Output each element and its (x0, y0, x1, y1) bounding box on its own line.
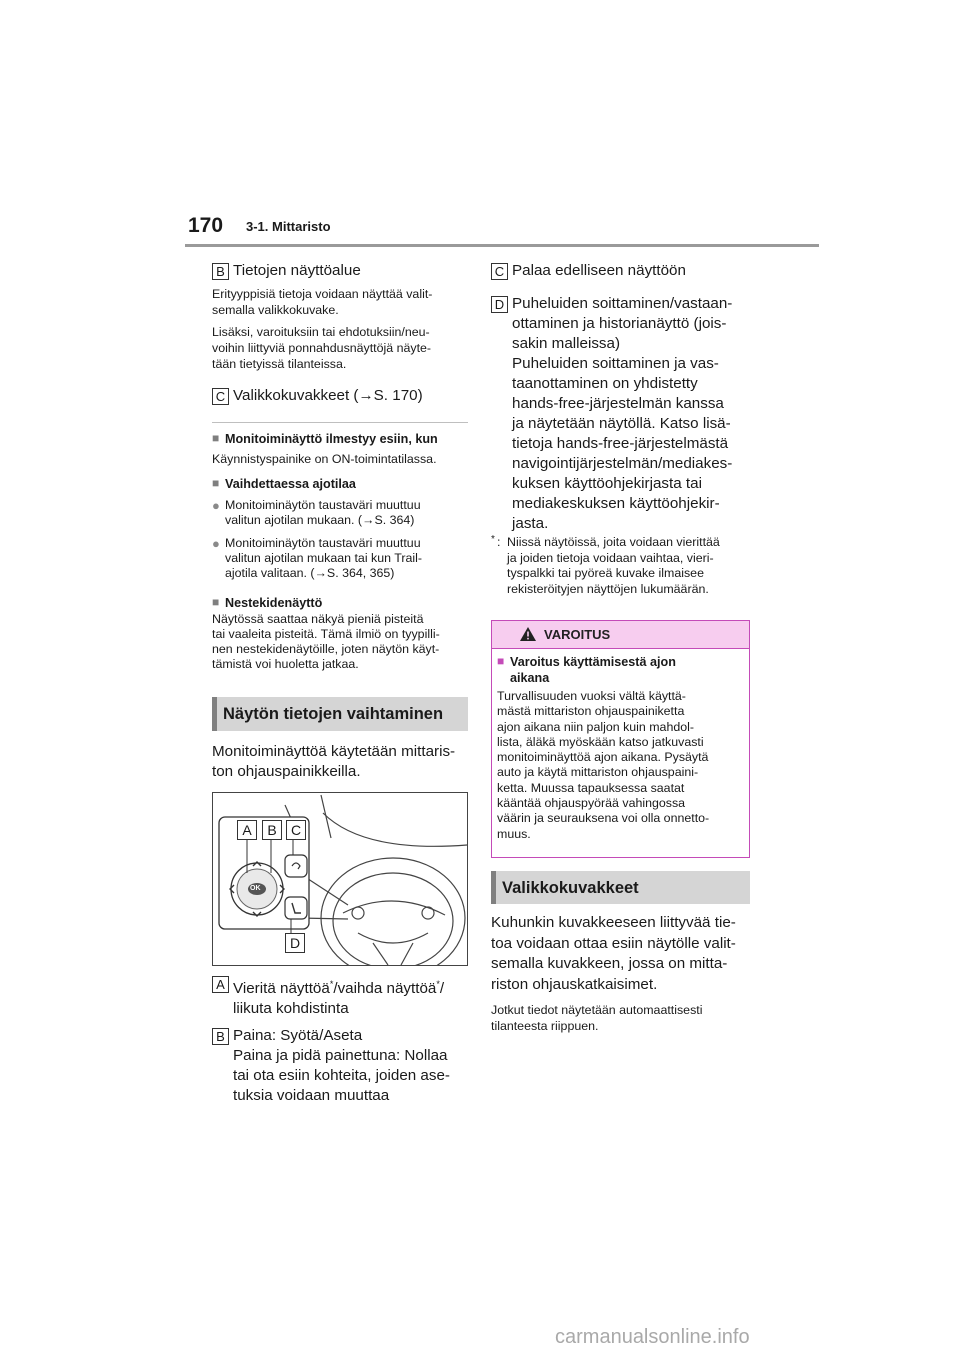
menu-icons-note (491, 1002, 702, 1034)
block2-heading (212, 476, 468, 492)
text-line: taanottaminen on yhdistetty (512, 375, 698, 392)
block-heading: Nestekidenäyttö (225, 596, 323, 610)
text-line: auto ja käytä mittariston ohjauspaini- (497, 765, 699, 780)
text-line: Jotkut tiedot näytetään automaattisesti (491, 1003, 703, 1017)
text-line: ja joiden tietoja voidaan vaihtaa, vieri- (507, 550, 714, 565)
text-line: kääntää ohjauspyörää vahingossa (497, 796, 686, 811)
text-line: monitoiminäyttöä ajon aikana. Pysäytä (497, 750, 709, 765)
block1-heading (212, 431, 468, 447)
square-bullet-icon: ■ (497, 654, 505, 668)
text-line: väärin ja seurauksena voi olla onnetto- (497, 811, 710, 826)
menu-icons-paragraph (491, 913, 736, 995)
item-b-para1 (212, 286, 432, 318)
item-b-para2 (212, 324, 431, 372)
warning-body (497, 689, 709, 842)
warning-header (492, 621, 749, 649)
text-line: Puheluiden soittaminen ja vas- (512, 355, 719, 372)
steering-wheel-drawing (213, 793, 467, 965)
footnote-star: * (491, 534, 495, 545)
text-line: Lisäksi, varoituksiin tai ehdotuksiin/neu- (212, 325, 430, 339)
square-bullet-icon: ■ (212, 595, 220, 609)
text-line: kuksen käyttöohjekirjasta tai (512, 475, 702, 492)
tag-d: D (491, 296, 508, 313)
text-line: ajotila valitaan. (→S. 364, 365) (225, 566, 395, 580)
square-bullet-icon: ■ (212, 431, 220, 445)
warning-triangle-icon (519, 626, 537, 642)
item-a-line1 (233, 974, 472, 999)
item-b-press (212, 1026, 472, 1106)
text-line: muus. (497, 826, 531, 841)
section-heading-menu-icons: Valikkokuvakkeet (491, 871, 750, 904)
label-b: B (262, 820, 282, 840)
label-a: A (237, 820, 257, 840)
warning-heading (497, 654, 742, 686)
item-c-text: Palaa edelliseen näyttöön (512, 262, 686, 279)
text-line: tai ota esiin kohteita, joiden ase- (233, 1067, 450, 1084)
circle-bullet-icon: ● (212, 536, 220, 551)
text-line: Paina: Syötä/Aseta (233, 1027, 363, 1044)
page-number: 170 (188, 214, 224, 237)
intro-paragraph (212, 742, 455, 782)
text-line: semalla valikkokuvake. (212, 303, 339, 317)
square-bullet-icon: ■ (212, 476, 220, 490)
text-line: tai vaaleita pisteitä. Tämä ilmiö on tyypilli- (212, 627, 440, 641)
text-line: Varoitus käyttämisestä ajon (510, 655, 676, 669)
text-line: hands-free-järjestelmän kanssa (512, 395, 724, 412)
text-line: valitun ajotilan mukaan. (→S. 364) (225, 513, 415, 527)
text-line: rekisteröityjen näyttöjen lukumäärän. (507, 581, 709, 596)
tag-b: B (212, 263, 229, 280)
block3-heading (212, 595, 468, 611)
text-line: ajon aikana niin paljon kuin mahdol- (497, 719, 695, 734)
block3-body (212, 612, 440, 672)
text-line: Näytössä saattaa näkyä pieniä pisteitä (212, 612, 424, 626)
bullet-item (212, 536, 468, 581)
item-c-back (491, 261, 751, 281)
divider (212, 422, 468, 423)
footnote-mark: * (329, 979, 334, 989)
footnote (491, 535, 720, 597)
text-line: Monitoiminäytön taustaväri muuttuu (225, 498, 421, 512)
text-line: tuksia voidaan muuttaa (233, 1087, 390, 1104)
section-title: 3-1. Mittaristo (246, 219, 331, 234)
block-heading: Vaihdettaessa ajotilaa (225, 477, 356, 491)
item-c-text: Valikkokuvakkeet (→S. 170) (233, 387, 423, 404)
block1-body: Käynnistyspainike on ON-toimintatilassa. (212, 452, 437, 466)
label-d: D (285, 933, 305, 953)
ok-label: OK (250, 885, 261, 892)
text-line: Niissä näytöissä, joita voidaan vierittää (507, 535, 720, 549)
item-c-menu-icons (212, 386, 472, 406)
warning-box (491, 620, 750, 858)
text-line: tään tietyissä tilanteissa. (212, 357, 347, 371)
item-d-phone (491, 294, 753, 534)
steering-wheel-illustration (212, 792, 468, 966)
footnote-colon: : (497, 535, 501, 549)
tag-c: C (212, 388, 229, 405)
text-line: ketta. Muussa tapauksessa saatat (497, 780, 685, 795)
warning-title: VAROITUS (544, 627, 611, 642)
text-line: lista, äläkä myöskään katso jatkuvasti (497, 734, 704, 749)
text-line: tietoja hands-free-järjestelmästä (512, 435, 729, 452)
text-line: Erityyppisiä tietoja voidaan näyttää valit- (212, 287, 433, 301)
text-part: /vaihda näyttöä (333, 980, 437, 998)
text-part: Vieritä näyttöä (233, 980, 330, 998)
text-line: riston ohjauskatkaisimet. (491, 975, 658, 993)
text-line: Monitoiminäyttöä käytetään mittaris- (212, 743, 456, 760)
item-b-display-area (212, 261, 472, 281)
text-line: voihin liittyviä ponnahdusnäyttöjä näyte- (212, 341, 432, 355)
bullet-item (212, 498, 468, 528)
text-line: tyspalkki tai pyöreä kuvake ilmaisee (507, 566, 704, 580)
header-rule (185, 244, 819, 247)
text-line: mästä mittariston ohjauspainiketta (497, 704, 685, 719)
item-a (212, 974, 472, 1019)
text-line: valitun ajotilan mukaan tai kun Trail- (225, 551, 422, 565)
text-line: ton ohjauspainikkeilla. (212, 763, 361, 780)
text-line: sakin malleissa) (512, 335, 621, 352)
circle-bullet-icon: ● (212, 498, 220, 513)
text-part: / (439, 980, 445, 998)
text-line: ja näytetään näytöllä. Katso lisä- (512, 415, 731, 432)
text-line: tilanteesta riippuen. (491, 1019, 599, 1033)
text-line: semalla kuvakkeen, jossa on mitta- (491, 955, 728, 972)
text-line: Paina ja pidä painettuna: Nollaa (233, 1047, 448, 1064)
text-line: Puheluiden soittaminen/vastaan- (512, 295, 733, 312)
watermark: carmanualsonline.info (555, 1326, 750, 1348)
text-line: nen nestekidenäytöille, joten näytön käyt- (212, 642, 440, 656)
tag-a: A (212, 976, 229, 993)
item-a-line2: liikuta kohdistinta (233, 1000, 349, 1018)
block-heading: Monitoiminäyttö ilmestyy esiin, kun (225, 432, 438, 446)
item-b-title: Tietojen näyttöalue (233, 262, 361, 279)
text-line: tämistä voi huoletta jatkaa. (212, 657, 359, 671)
tag-b: B (212, 1028, 229, 1045)
text-line: aikana (510, 671, 550, 685)
label-c: C (286, 820, 306, 840)
section-heading-display-switch: Näytön tietojen vaihtaminen (212, 697, 468, 731)
text-line: Monitoiminäytön taustaväri muuttuu (225, 536, 421, 550)
text-line: Kuhunkin kuvakkeeseen liittyvää tie- (491, 914, 736, 931)
tag-c: C (491, 263, 508, 280)
text-line: toa voidaan ottaa esiin näytölle valit- (491, 934, 736, 952)
text-line: mediakeskuksen käyttöohjekir- (512, 495, 720, 512)
text-line: jasta. (512, 515, 549, 532)
text-line: ottaminen ja historianäyttö (jois- (512, 315, 727, 332)
text-line: navigointijärjestelmän/mediakes- (512, 455, 733, 472)
footnote-mark: * (436, 979, 440, 989)
text-line: Turvallisuuden vuoksi vältä käyttä- (497, 689, 686, 703)
